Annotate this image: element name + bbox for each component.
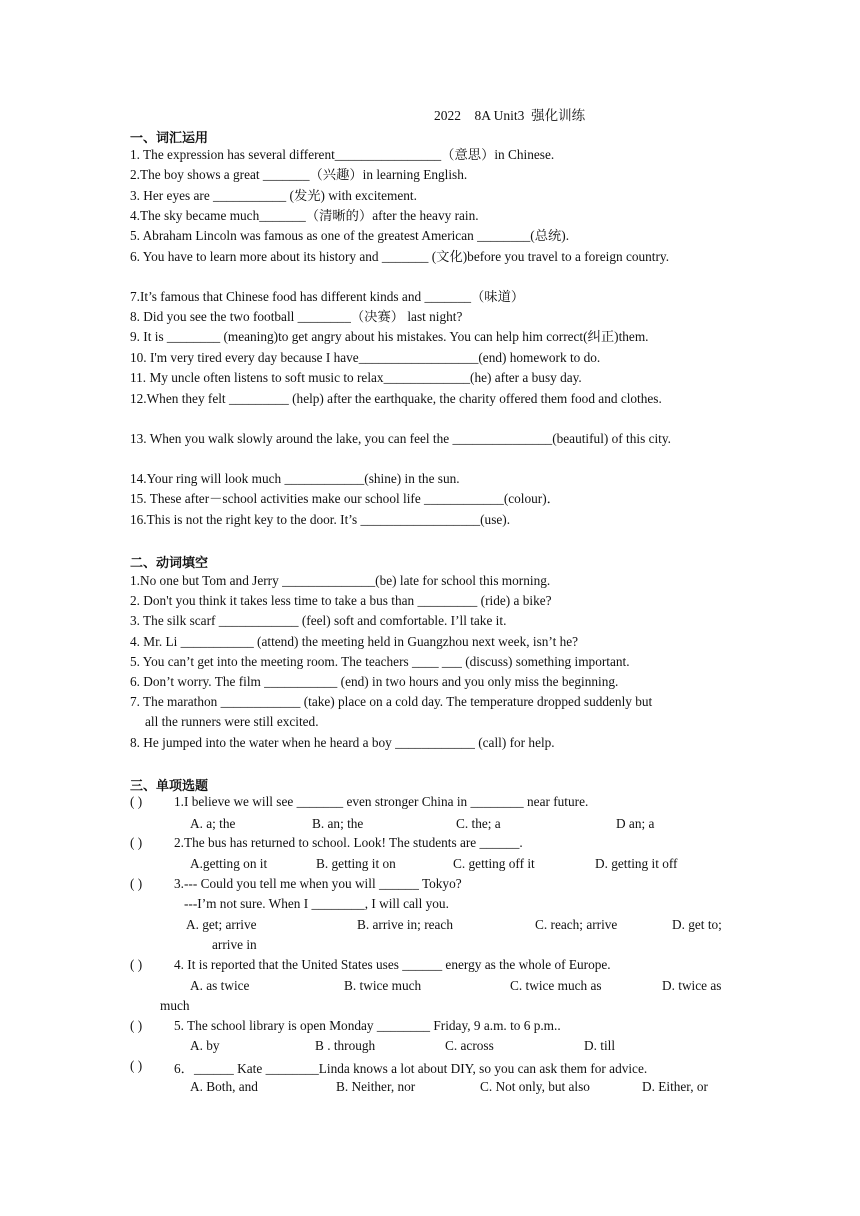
option-c: C. twice much as — [510, 978, 602, 993]
vocab-item: 15. These after－school activities make our school life ____________(colour)． — [130, 491, 560, 506]
option-b: B. arrive in; reach — [357, 917, 453, 932]
option-a: A.getting on it — [190, 856, 268, 871]
option-b: B. twice much — [344, 978, 422, 993]
answer-paren: ( ) — [130, 1058, 143, 1073]
section-heading-choice: 三、单项选题 — [130, 779, 209, 794]
option-b: B. an; the — [312, 816, 364, 831]
option-d: D. twice as — [662, 978, 722, 993]
option-c: C. reach; arrive — [535, 917, 618, 932]
option-a: A. as twice — [190, 978, 250, 993]
vocab-item: 10. I'm very tired every day because I have__________________(end) homework to do. — [130, 350, 601, 365]
vocab-item: 6. You have to learn more about its history and _______ (文化)before you travel to a foreign country. — [130, 249, 670, 264]
section-heading-verbs: 二、动词填空 — [130, 556, 209, 571]
option-b: B . through — [315, 1038, 376, 1053]
vocab-item: 12.When they felt _________ (help) after the earthquake, the charity offered them food and clothes. — [130, 391, 662, 406]
question-text: 6．______ Kate ________Linda knows a lot about DIY, so you can ask them for advice. — [174, 1061, 648, 1076]
option-d: D. get to; — [672, 917, 722, 932]
answer-paren: ( ) — [130, 1018, 143, 1033]
answer-paren: ( ) — [130, 835, 143, 850]
option-a: A. Both, and — [190, 1079, 258, 1094]
vocab-item: 2.The boy shows a great _______（兴趣）in learning English. — [130, 167, 468, 182]
verb-item: 4. Mr. Li ___________ (attend) the meeting held in Guangzhou next week, isn’t he? — [130, 634, 579, 649]
vocab-item: 3. Her eyes are ___________ (发光) with excitement. — [130, 188, 417, 203]
option-continuation: much — [160, 998, 190, 1013]
option-b: B. getting it on — [316, 856, 396, 871]
option-c: C. Not only, but also — [480, 1079, 590, 1094]
vocab-item: 5. Abraham Lincoln was famous as one of the greatest American ________(总统). — [130, 228, 570, 243]
answer-paren: ( ) — [130, 794, 143, 809]
question-text: 4. It is reported that the United States uses ______ energy as the whole of Europe. — [174, 957, 611, 972]
verb-item: 7. The marathon ____________ (take) place on a cold day. The temperature dropped suddenly but — [130, 694, 653, 709]
verb-item: 8. He jumped into the water when he heard a boy ____________ (call) for help. — [130, 735, 555, 750]
option-a: A. get; arrive — [186, 917, 257, 932]
question-text: 5. The school library is open Monday ________ Friday, 9 a.m. to 6 p.m.. — [174, 1018, 561, 1033]
option-d: D. till — [584, 1038, 616, 1053]
verb-item: 5. You can’t get into the meeting room. The teachers ____ ___ (discuss) something important. — [130, 654, 630, 669]
vocab-item: 11. My uncle often listens to soft music to relax_____________(he) after a busy day. — [130, 370, 582, 385]
worksheet-title: 2022 8A Unit3 强化训练 — [434, 108, 586, 123]
verb-item: 1.No one but Tom and Jerry ______________(be) late for school this morning. — [130, 573, 551, 588]
option-d: D. Either, or — [642, 1079, 708, 1094]
option-a: A. a; the — [190, 816, 236, 831]
option-d: D. getting it off — [595, 856, 678, 871]
answer-paren: ( ) — [130, 876, 143, 891]
question-text: 2.The bus has returned to school. Look! The students are ______. — [174, 835, 523, 850]
vocab-item: 9. It is ________ (meaning)to get angry about his mistakes. You can help him correct(纠正)them. — [130, 329, 649, 344]
verb-item: 6. Don’t worry. The film ___________ (end) in two hours and you only miss the beginning. — [130, 674, 619, 689]
vocab-item: 13. When you walk slowly around the lake, you can feel the _______________(beautiful) of this city. — [130, 431, 671, 446]
vocab-item: 4.The sky became much_______（清晰的）after the heavy rain. — [130, 208, 479, 223]
answer-paren: ( ) — [130, 957, 143, 972]
question-text: 3.--- Could you tell me when you will ______ Tokyo? — [174, 876, 462, 891]
question-text: 1.I believe we will see _______ even stronger China in ________ near future. — [174, 794, 589, 809]
option-a: A. by — [190, 1038, 220, 1053]
question-text-line2: ---I’m not sure. When I ________, I will call you. — [184, 896, 449, 911]
option-b: B. Neither, nor — [336, 1079, 416, 1094]
verb-item: 3. The silk scarf ____________ (feel) soft and comfortable. I’ll take it. — [130, 613, 507, 628]
option-c: C. the; a — [456, 816, 501, 831]
verb-item-continuation: all the runners were still excited. — [145, 714, 319, 729]
option-c: C. getting off it — [453, 856, 535, 871]
section-heading-vocabulary: 一、词汇运用 — [130, 131, 209, 146]
vocab-item: 14.Your ring will look much ____________(shine) in the sun. — [130, 471, 460, 486]
option-c: C. across — [445, 1038, 494, 1053]
vocab-item: 16.This is not the right key to the door. It’s __________________(use). — [130, 512, 511, 527]
vocab-item: 8. Did you see the two football ________（决赛） last night? — [130, 309, 463, 324]
option-d: D an; a — [616, 816, 655, 831]
verb-item: 2. Don't you think it takes less time to take a bus than _________ (ride) a bike? — [130, 593, 552, 608]
option-continuation: arrive in — [212, 937, 257, 952]
vocab-item: 1. The expression has several different________________（意思）in Chinese. — [130, 147, 555, 162]
vocab-item: 7.It’s famous that Chinese food has different kinds and _______（味道） — [130, 289, 525, 304]
